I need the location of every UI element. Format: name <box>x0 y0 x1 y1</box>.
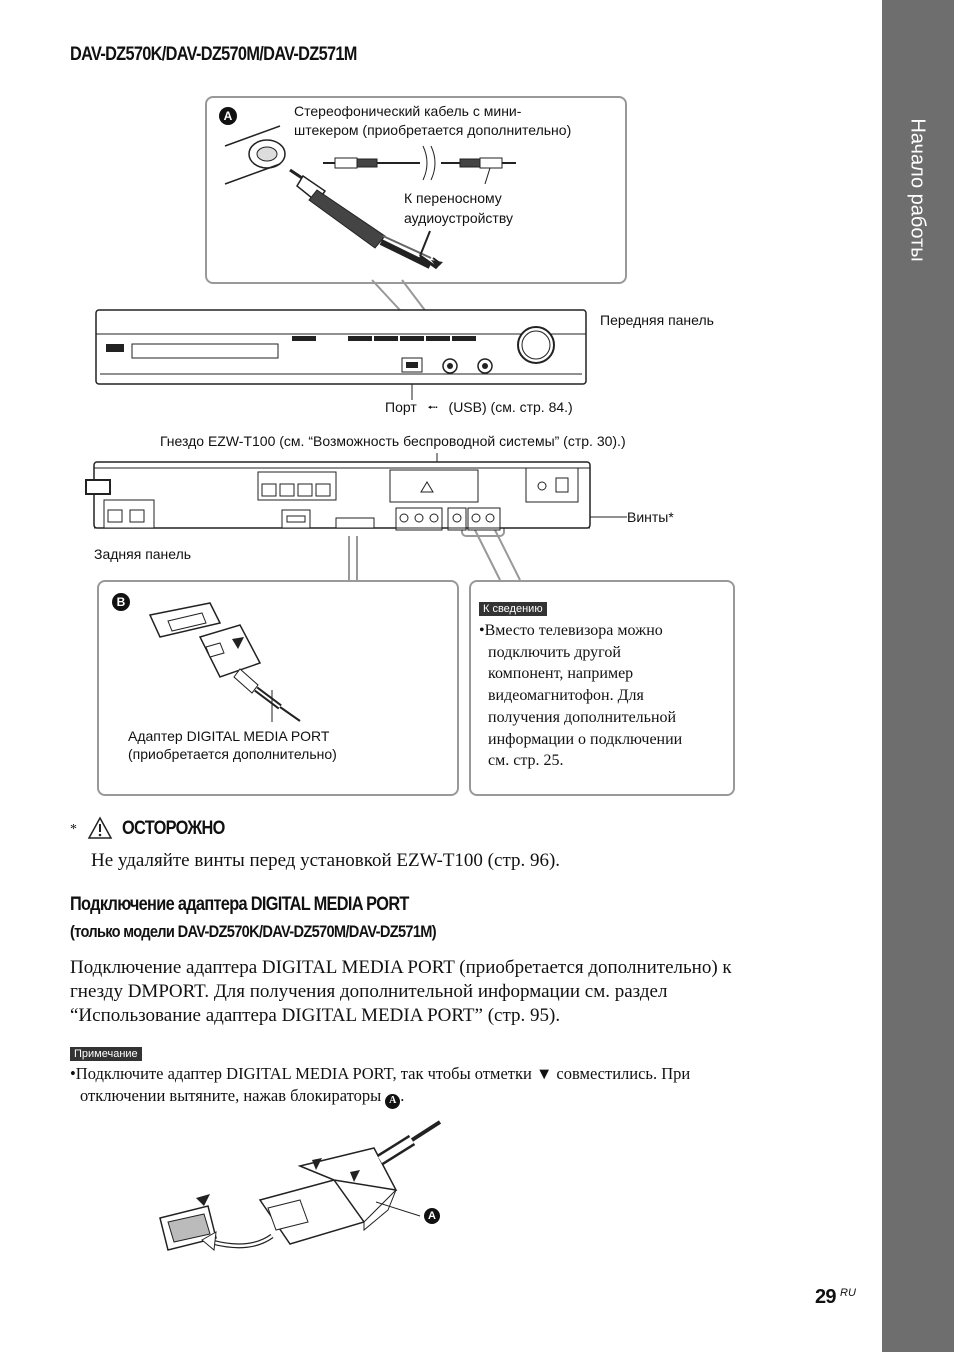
dmport-connect-drawing <box>150 1130 450 1260</box>
usb-icon: ⭪ <box>427 399 438 415</box>
caution-asterisk: * <box>70 822 77 837</box>
adapter-label-line1: Адаптер DIGITAL MEDIA PORT <box>128 728 330 744</box>
info-line: компонент, например <box>488 665 634 683</box>
side-tab-label: Начало работы <box>906 118 929 262</box>
callout-a-letter: A <box>219 107 237 125</box>
callout-b-letter: B <box>112 593 130 611</box>
info-line: информации о подключении <box>488 730 683 748</box>
info-line: подключить другой <box>488 643 621 661</box>
device-label-line2: аудиоустройству <box>404 210 513 226</box>
page-number: 29 <box>815 1286 836 1308</box>
caution-title: ОСТОРОЖНО <box>122 818 225 839</box>
page-suffix: RU <box>840 1287 856 1299</box>
usb-port-label-pre: Порт <box>385 399 417 415</box>
cable-label-line1: Стереофонический кабель с мини- <box>294 103 522 119</box>
front-panel-label: Передняя панель <box>600 312 714 328</box>
note-line1: •Подключите адаптер DIGITAL MEDIA PORT, так чтобы отметки ▼ совместились. При <box>70 1064 691 1083</box>
body-line: Подключение адаптера DIGITAL MEDIA PORT (приобретается дополнительно) к <box>70 957 732 978</box>
screws-label: Винты* <box>627 509 674 525</box>
model-title: DAV-DZ570K/DAV-DZ570M/DAV-DZ571M <box>70 44 357 65</box>
rear-panel-label: Задняя панель <box>94 546 192 562</box>
ezw-label: Гнездо EZW-T100 (см. “Возможность беспроводной системы” (стр. 30).) <box>160 433 626 449</box>
note-letter: A <box>385 1094 400 1109</box>
note-line2-end: . <box>400 1086 405 1105</box>
body-line: “Использование адаптера DIGITAL MEDIA PORT” (стр. 95). <box>70 1005 561 1026</box>
note-text <box>70 1063 690 1109</box>
note-line2: отключении вытяните, нажав блокираторы <box>80 1086 382 1105</box>
info-badge: К сведению <box>479 602 547 616</box>
info-line: см. стр. 25. <box>488 752 564 770</box>
note-badge: Примечание <box>70 1047 142 1061</box>
usb-port-label-post: (USB) (см. стр. 84.) <box>448 399 573 415</box>
section-title: Подключение адаптера DIGITAL MEDIA PORT <box>70 894 409 915</box>
section-body <box>70 956 732 1028</box>
cable-label-line2: штекером (приобретается дополнительно) <box>294 122 572 138</box>
section-subtitle: (только модели DAV-DZ570K/DAV-DZ570M/DAV-DZ571M) <box>70 922 436 941</box>
device-label-line1: К переносному <box>404 190 502 206</box>
bottom-figure-letter: A <box>424 1208 440 1224</box>
adapter-label-line2: (приобретается дополнительно) <box>128 746 337 762</box>
warning-icon <box>88 817 112 839</box>
info-line: видеомагнитофон. Для <box>488 687 644 705</box>
info-text <box>479 620 682 772</box>
body-line: гнезду DMPORT. Для получения дополнительной информации см. раздел <box>70 981 668 1002</box>
info-line: получения дополнительной <box>488 708 677 726</box>
caution-text: Не удаляйте винты перед установкой EZW-T100 (стр. 96). <box>91 850 561 871</box>
note-line2-row <box>70 1085 690 1109</box>
info-line: •Вместо телевизора можно <box>479 622 663 639</box>
